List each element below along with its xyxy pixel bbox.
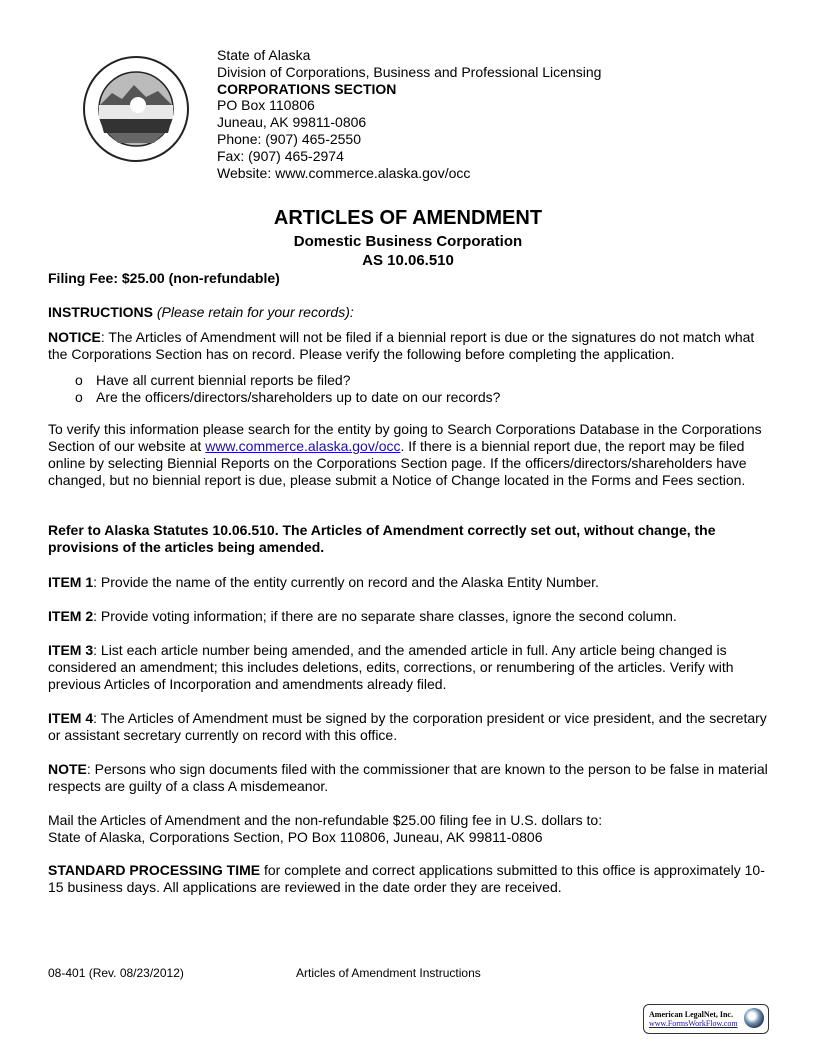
verify-paragraph <box>48 421 772 489</box>
list-item: o Have all current biennial reports be filed? <box>75 372 351 388</box>
checklist <box>75 372 500 405</box>
mail-line: Mail the Articles of Amendment and the non-refundable $25.00 filing fee in U.S. dollars to: <box>48 812 603 828</box>
item-text: : List each article number being amended, and the amended article in full. Any article being changed is considered an amendment; this includes deletions, edits, corrections, or renumbering of the articles. Verify with previous Articles of Incorporation and amendments already filed. <box>48 642 734 692</box>
header-line: Juneau, AK 99811-0806 <box>217 114 367 131</box>
item-label: ITEM 2 <box>48 608 94 624</box>
list-item: o Are the officers/directors/shareholders up to date on our records? <box>75 388 501 405</box>
header-line: State of Alaska <box>217 47 311 63</box>
alaska-state-seal <box>82 55 190 163</box>
processing-label: STANDARD PROCESSING TIME <box>48 862 261 878</box>
item-text: : Provide the name of the entity currently on record and the Alaska Entity Number. <box>93 574 599 590</box>
instructions-label: INSTRUCTIONS <box>48 304 153 320</box>
agency-header <box>217 47 601 181</box>
mail-address: State of Alaska, Corporations Section, PO Box 110806, Juneau, AK 99811-0806 <box>48 829 543 845</box>
item-label: ITEM 3 <box>48 642 94 658</box>
list-item-text: Have all current biennial reports be filed? <box>96 372 351 388</box>
refer-paragraph: Refer to Alaska Statutes 10.06.510. The Articles of Amendment correctly set out, without change, the provisions of the articles being amended. <box>48 522 716 555</box>
item-4 <box>48 710 772 744</box>
header-line: Phone: (907) 465-2550 <box>217 130 361 147</box>
processing-paragraph <box>48 862 772 896</box>
footer-form-name: Articles of Amendment Instructions <box>296 966 481 980</box>
processing-text: for complete and correct applications submitted to this office is approximately 10-15 business days. All applications are reviewed in the date order they are received. <box>48 862 765 895</box>
header-line: PO Box 110806 <box>217 97 315 114</box>
notice-paragraph <box>48 329 772 363</box>
item-3 <box>48 642 772 693</box>
note-label: NOTE <box>48 761 87 777</box>
footer-form-number: 08-401 (Rev. 08/23/2012) <box>48 966 184 980</box>
subtitle: Domestic Business Corporation <box>293 233 523 250</box>
instructions-heading <box>48 304 772 321</box>
globe-icon <box>744 1008 764 1028</box>
item-1 <box>48 574 772 591</box>
notice-label: NOTICE <box>48 329 101 345</box>
header-line: Division of Corporations, Business and Professional Licensing <box>217 63 602 80</box>
notice-text: : The Articles of Amendment will not be filed if a biennial report is due or the signatures do not match what the Corporations Section has on record. Please verify the following before completing the application. <box>48 329 755 362</box>
filing-fee: Filing Fee: $25.00 (non-refundable) <box>48 270 280 286</box>
verify-text: To verify this information please search for the entity by going to Search Corporations Database in the Corporations Section of our website at <box>48 421 762 454</box>
page-title: ARTICLES OF AMENDMENT <box>273 207 543 229</box>
website-link[interactable]: www.commerce.alaska.gov/occ <box>205 438 401 454</box>
list-item-text: Are the officers/directors/shareholders up to date on our records? <box>96 388 501 405</box>
mail-paragraph <box>48 812 772 846</box>
item-label: ITEM 4 <box>48 710 94 726</box>
item-label: ITEM 1 <box>48 574 94 590</box>
logo-company: American LegalNet, Inc. <box>649 1010 733 1019</box>
statute: AS 10.06.510 <box>362 252 454 269</box>
header-line: CORPORATIONS SECTION <box>217 80 397 97</box>
header-line: Website: www.commerce.alaska.gov/occ <box>217 164 471 181</box>
header-line: Fax: (907) 465-2974 <box>217 147 344 164</box>
verify-text: . If there is a biennial report due, the report may be filed online by selecting Biennial Reports on the Corporations Section page. If the officers/directors/shareholders have changed, but no biennial report is due, please submit a Notice of Change located in the Forms and Fees section. <box>48 438 747 488</box>
item-text: : Provide voting information; if there are no separate share classes, ignore the second column. <box>93 608 677 624</box>
instructions-note: (Please retain for your records): <box>156 304 354 320</box>
item-text: : The Articles of Amendment must be signed by the corporation president or vice president, and the secretary or assistant secretary currently on record with this office. <box>48 710 767 743</box>
note-paragraph <box>48 761 772 795</box>
item-2 <box>48 608 772 625</box>
legalnet-logo <box>643 1004 769 1034</box>
note-text: : Persons who sign documents filed with the commissioner that are known to the person to be false in material respects are guilty of a class A misdemeanor. <box>48 761 768 794</box>
logo-url[interactable]: www.FormsWorkFlow.com <box>649 1019 738 1028</box>
